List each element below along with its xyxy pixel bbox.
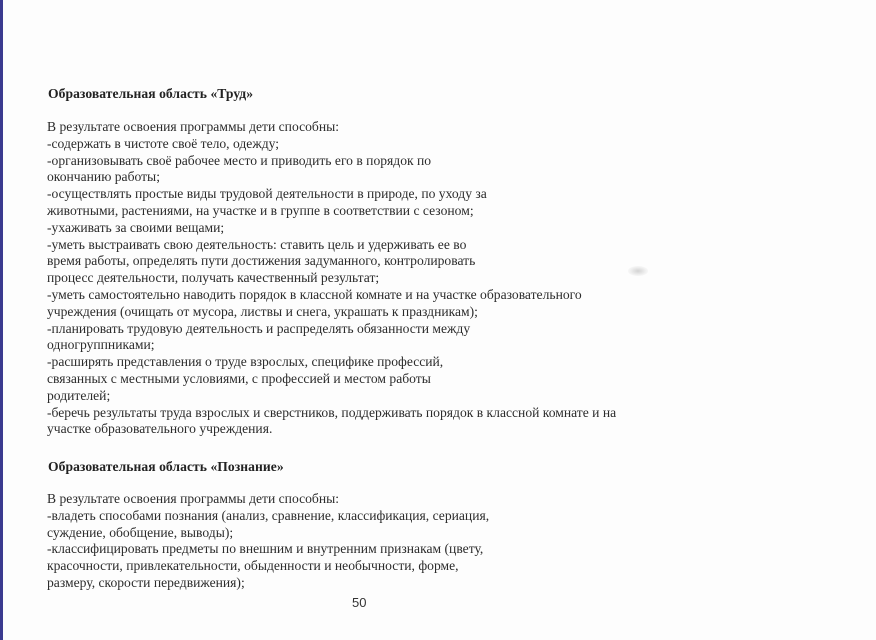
text-line: -ухаживать за своими вещами;	[47, 219, 225, 235]
text-line: -уметь выстраивать свою деятельность: ставить цель и удерживать ее во	[47, 236, 467, 252]
text-line: -беречь результаты труда взрослых и сверстников, поддерживать порядок в классной комнате и на	[47, 404, 617, 420]
section-body-poznanie	[47, 491, 489, 592]
text-line: -организовывать своё рабочее место и приводить его в порядок по	[47, 152, 432, 168]
text-line: суждение, обобщение, выводы);	[47, 524, 234, 540]
text-line: -планировать трудовую деятельность и распределять обязанности между	[47, 320, 471, 336]
text-line: размеру, скорости передвижения);	[47, 574, 245, 590]
text-line: одногруппниками;	[47, 337, 155, 353]
text-line: окончанию работы;	[47, 169, 160, 185]
text-line: -владеть способами познания (анализ, сравнение, классификация, сериация,	[47, 507, 490, 523]
text-line: животными, растениями, на участке и в группе в соответствии с сезоном;	[47, 202, 474, 218]
text-line: -уметь самостоятельно наводить порядок в классной комнате и на участке образовательного	[47, 286, 582, 302]
text-line: -содержать в чистоте своё тело, одежду;	[47, 135, 280, 151]
text-line: -классифицировать предметы по внешним и внутренним признакам (цвету,	[47, 541, 484, 557]
text-line: -осуществлять простые виды трудовой деятельности в природе, по уходу за	[47, 186, 487, 202]
text-line: учреждения (очищать от мусора, листвы и снега, украшать к праздникам);	[47, 303, 478, 319]
text-line: связанных с местными условиями, с профессией и местом работы	[47, 370, 431, 386]
text-line: красочности, привлекательности, обыденности и необычности, форме,	[47, 558, 459, 574]
scan-edge	[0, 0, 3, 640]
text-line: процесс деятельности, получать качественный результат;	[47, 270, 380, 286]
page-number: 50	[352, 595, 367, 610]
section-heading-trud: Образовательная область «Труд»	[48, 86, 254, 101]
text-line: -расширять представления о труде взрослых, специфике профессий,	[47, 354, 444, 370]
section-body-trud	[47, 119, 616, 438]
text-line: родителей;	[47, 387, 111, 403]
text-line: В результате освоения программы дети способны:	[47, 491, 340, 506]
section-heading-poznanie: Образовательная область «Познание»	[48, 459, 284, 474]
text-line: время работы, определять пути достижения задуманного, контролировать	[47, 253, 476, 269]
scan-smudge	[628, 266, 648, 276]
text-line: участке образовательного учреждения.	[47, 421, 273, 437]
text-line: В результате освоения программы дети способны:	[47, 119, 340, 134]
